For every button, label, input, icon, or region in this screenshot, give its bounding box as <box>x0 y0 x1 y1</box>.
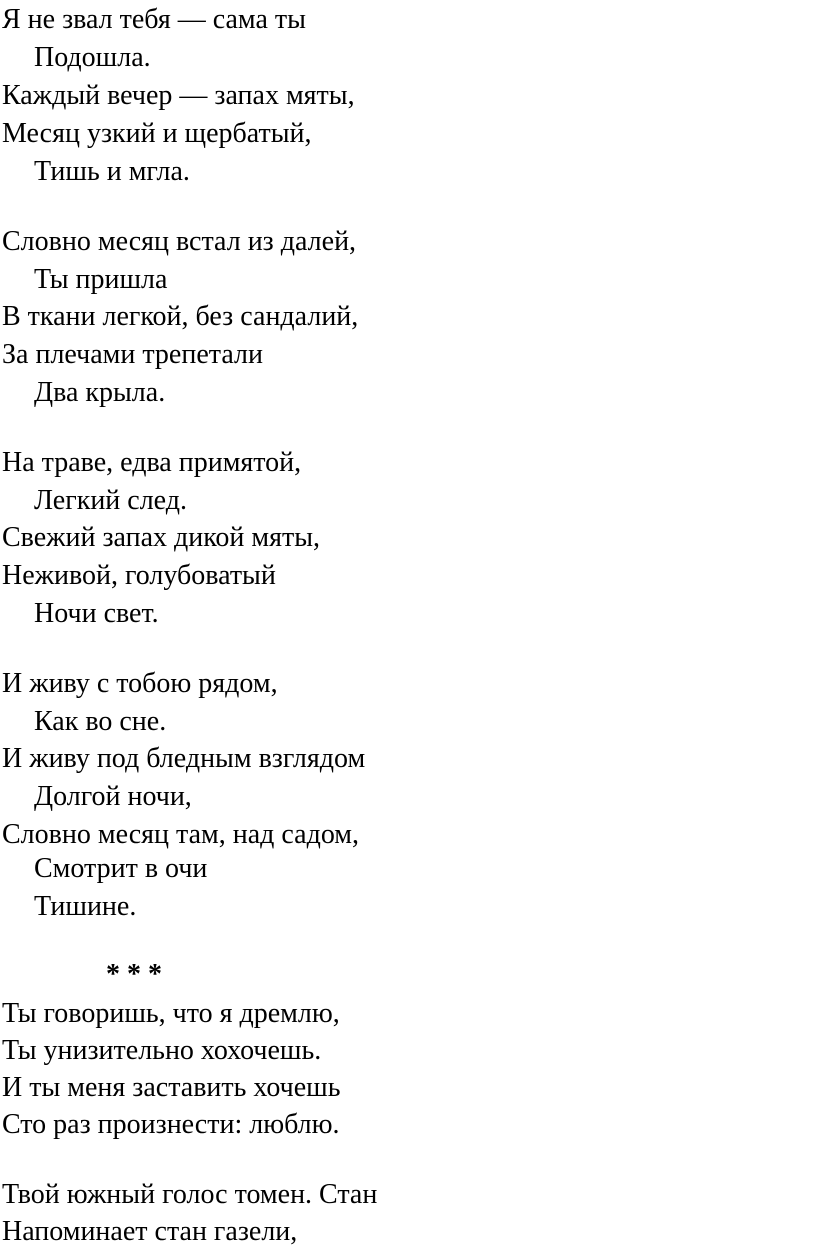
poem-line: Месяц узкий и щербатый, <box>2 118 312 149</box>
poem-line: И ты меня заставить хочешь <box>2 1072 341 1103</box>
poem-line: Твой южный голос томен. Стан <box>2 1179 378 1210</box>
poem-line: В ткани легкой, без сандалий, <box>2 301 359 332</box>
poem-line: За плечами трепетали <box>2 339 263 370</box>
poem-line: Ты унизительно хохочешь. <box>2 1035 322 1066</box>
poem-line: Смотрит в очи <box>34 853 208 884</box>
section-separator: * * * <box>106 959 162 990</box>
poem-line: Подошла. <box>34 42 151 73</box>
poem-line: Тишь и мгла. <box>34 156 190 187</box>
poem-line: Ты говоришь, что я дремлю, <box>2 998 340 1029</box>
poem-line: Долгой ночи, <box>34 781 192 812</box>
poem-line: Словно месяц там, над садом, <box>2 819 359 850</box>
poem-line: Словно месяц встал из далей, <box>2 226 357 257</box>
poem-line: Ты пришла <box>34 264 168 295</box>
poem-line: Каждый вечер — запах мяты, <box>2 80 355 111</box>
poem-line: И живу под бледным взглядом <box>2 743 366 774</box>
poem-line: Я не звал тебя — сама ты <box>2 4 306 35</box>
poem-line: Ночи свет. <box>34 598 159 629</box>
poem-line: Легкий след. <box>34 485 187 516</box>
poem-line: Сто раз произнести: люблю. <box>2 1109 340 1140</box>
poem-line: Тишине. <box>34 891 137 922</box>
poem-line: На траве, едва примятой, <box>2 447 302 478</box>
poem-line: Два крыла. <box>34 377 166 408</box>
poem-line: Свежий запах дикой мяты, <box>2 522 321 553</box>
poem-line: Как во сне. <box>34 706 167 737</box>
poem-line: И живу с тобою рядом, <box>2 668 278 699</box>
poem-line: Неживой, голубоватый <box>2 560 276 591</box>
poem-line: Напоминает стан газели, <box>2 1216 298 1247</box>
